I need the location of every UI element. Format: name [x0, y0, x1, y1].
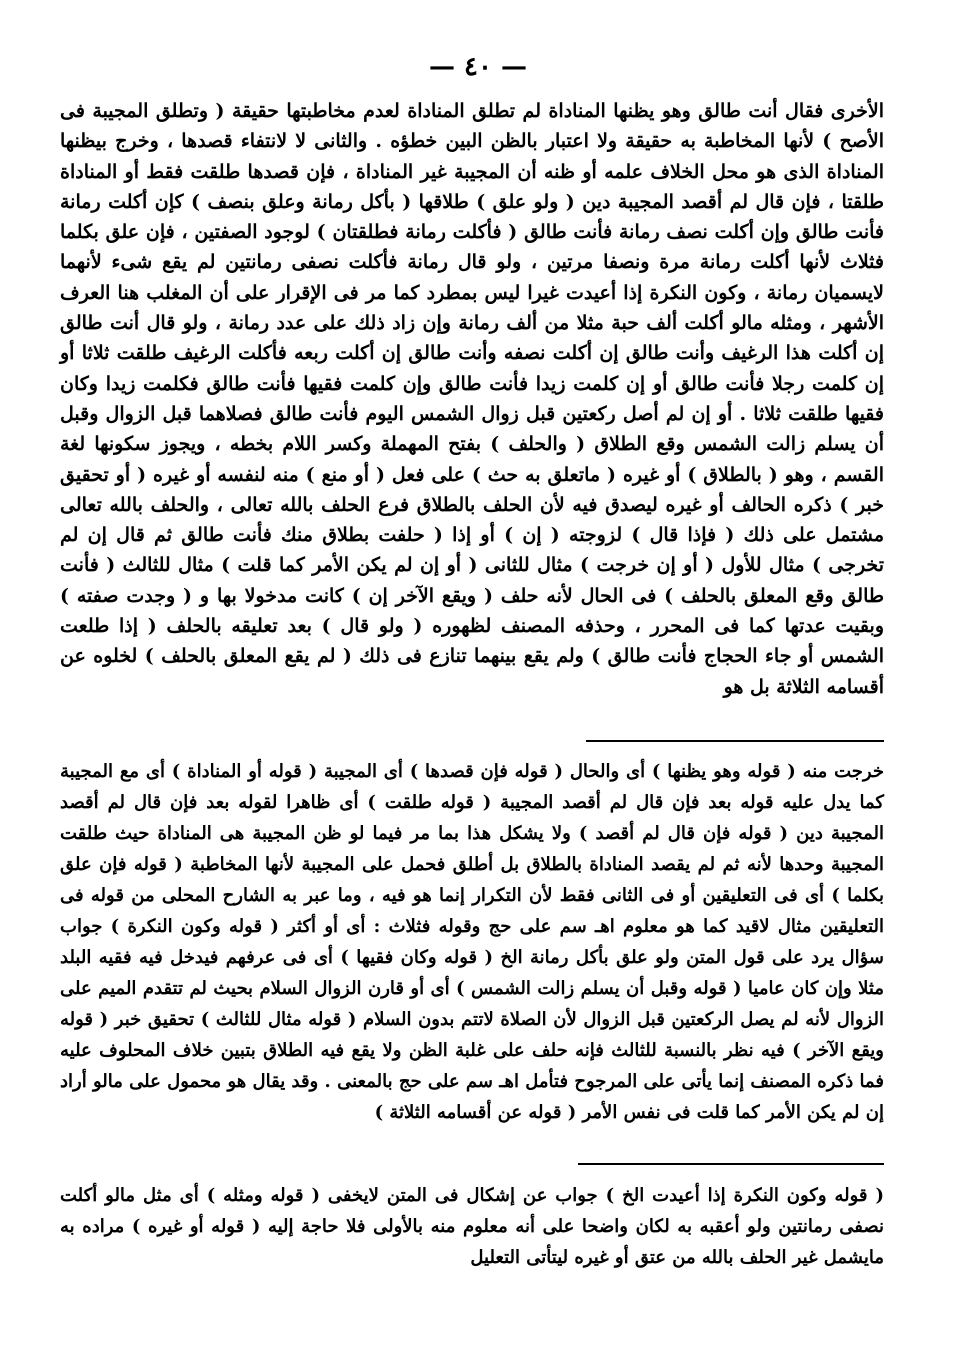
commentary-paragraph: خرجت منه ( قوله وهو يظنها ) أى والحال ( قوله فإن قصدها ) أى المجيبة ( قوله أو المناداة ) أى مع المجيبة كما يدل عليه قوله بعد فإن قال لم أقصد المجيبة ( قوله طلقت ) أى ظاهرا لقوله بعد فإن قال لم أقصد المجيبة دين ( قوله فإن قال لم أقصد ) ولا يشكل هذا بما مر فيما لو ظن المجيبة هى المناداة حيث طلقت المجيبة وحدها لأنه ثم لم يقصد المناداة بالطلاق بل أطلق فحمل على المجيبة لأنها المخاطبة ( قوله فإن علق بكلما ) أى فى التعليقين أو فى الثانى فقط لأن التكرار إنما هو فيه ، وما عبر به الشارح المحلى من قوله فى التعليقين مثال لاقيد كما هو معلوم اهـ سم على حج وقوله فثلاث : أى أو أكثر ( قوله وكون النكرة ) جواب سؤال يرد على قول المتن ولو علق بأكل رمانة الخ ( قوله وكان فقيها ) أى فى عرفهم فيدخل فيه فقيه البلد مثلا وإن كان عاميا ( قوله وقبل أن يسلم زالت الشمس ) أى أو قارن الزوال السلام بحيث لم تتقدم الميم على الزوال لأنه لم يصل الركعتين قبل الزوال لأن الصلاة لاتتم بدون السلام ( قوله مثال للثالث ) تحقيق خبر ( قوله ويقع الآخر ) فيه نظر بالنسبة للثالث فإنه حلف على غلبة الظن ولا يقع فيه الطلاق بتبين خلاف المحلوف عليه فما ذكره المصنف إنما يأتى على المرجوح فتأمل اهـ سم على حج بالمعنى . وقد يقال هو محمول على مالو أراد إن لم يكن الأمر كما قلت فى نفس الأمر ( قوله عن أقسامه الثلاثة ) — [60, 761, 884, 1123]
footnote-divider — [586, 740, 884, 742]
page-number: — ٤٠ — — [428, 52, 528, 82]
commentary-footnotes — [60, 756, 884, 1128]
main-text-paragraph: الأخرى فقال أنت طالق وهو يظنها المناداة لم تطلق المناداة لعدم مخاطبتها حقيقة ( وتطلق المجيبة فى الأصح ) لأنها المخاطبة به حقيقة ولا اعتبار بالظن البين خطؤه . والثانى لا لانتفاء قصدها ، وخرج بيظنها المناداة الذى هو محل الخلاف علمه أو ظنه أن المجيبة غير المناداة ، فإن قصدها طلقت فقط أو المناداة طلقتا ، فإن قال لم أقصد المجيبة دين ( ولو علق ) طلاقها ( بأكل رمانة وعلق بنصف ) كإن أكلت رمانة فأنت طالق وإن أكلت نصف رمانة فأنت طالق ( فأكلت رمانة فطلقتان ) لوجود الصفتين ، فإن علق بكلما فثلاث لأنها أكلت رمانة مرة ونصفا مرتين ، ولو قال رمانة فأكلت نصفى رمانتين لم يقع شىء لأنهما لايسميان رمانة ، وكون النكرة إذا أعيدت غيرا ليس بمطرد كما مر فى الإقرار على أن المغلب هنا العرف الأشهر ، ومثله مالو أكلت ألف حبة مثلا من ألف رمانة وإن زاد ذلك على عدد رمانة ، ولو قال أنت طالق إن أكلت هذا الرغيف وأنت طالق إن أكلت نصفه وأنت طالق إن أكلت ربعه فأكلت الرغيف طلقت ثلاثا أو إن كلمت رجلا فأنت طالق أو إن كلمت زيدا فأنت طالق وإن كلمت فقيها فأنت طالق فكلمت زيدا وكان فقيها طلقت ثلاثا . أو إن لم أصل ركعتين قبل زوال الشمس اليوم فأنت طالق فصلاهما قبل الزوال وقبل أن يسلم زالت الشمس وقع الطلاق ( والحلف ) بفتح المهملة وكسر اللام بخطه ، ويجوز سكونها لغة القسم ، وهو ( بالطلاق ) أو غيره ( ماتعلق به حث ) على فعل ( أو منع ) منه لنفسه أو غيره ( أو تحقيق خبر ) ذكره الحالف أو غيره ليصدق فيه لأن الحلف بالطلاق فرع الحلف بالله تعالى ، والحلف بالله تعالى مشتمل على ذلك ( فإذا قال ) لزوجته ( إن ) أو إذا ( حلفت بطلاق منك فأنت طالق ثم قال إن لم تخرجى ) مثال للأول ( أو إن خرجت ) مثال للثانى ( أو إن لم يكن الأمر كما قلت ) مثال للثالث ( فأنت طالق وقع المعلق بالحلف ) فى الحال لأنه حلف ( ويقع الآخر إن ) كانت مدخولا بها و ( وجدت صفته ) وبقيت عدتها كما فى المحرر ، وحذفه المصنف لظهوره ( ولو قال ) بعد تعليقه بالحلف ( إذا طلعت الشمس أو جاء الحجاج فأنت طالق ) ولم يقع بينهما تنازع فى ذلك ( لم يقع المعلق بالحلف ) لخلوه عن أقسامه الثلاثة بل هو — [60, 100, 884, 698]
main-text — [60, 96, 884, 702]
secondary-footnote-paragraph: ( قوله وكون النكرة إذا أعيدت الخ ) جواب عن إشكال فى المتن لايخفى ( قوله ومثله ) أى مثل مالو أكلت نصفى رمانتين ولو أعقبه به لكان واضحا على أنه معلوم منه بالأولى فلا حاجة إليه ( قوله أو غيره ) مراده به مايشمل غير الحلف بالله من عتق أو غيره ليتأتى التعليل — [60, 1185, 884, 1268]
secondary-footnotes — [60, 1180, 884, 1273]
footnote-divider-2 — [578, 1163, 884, 1165]
